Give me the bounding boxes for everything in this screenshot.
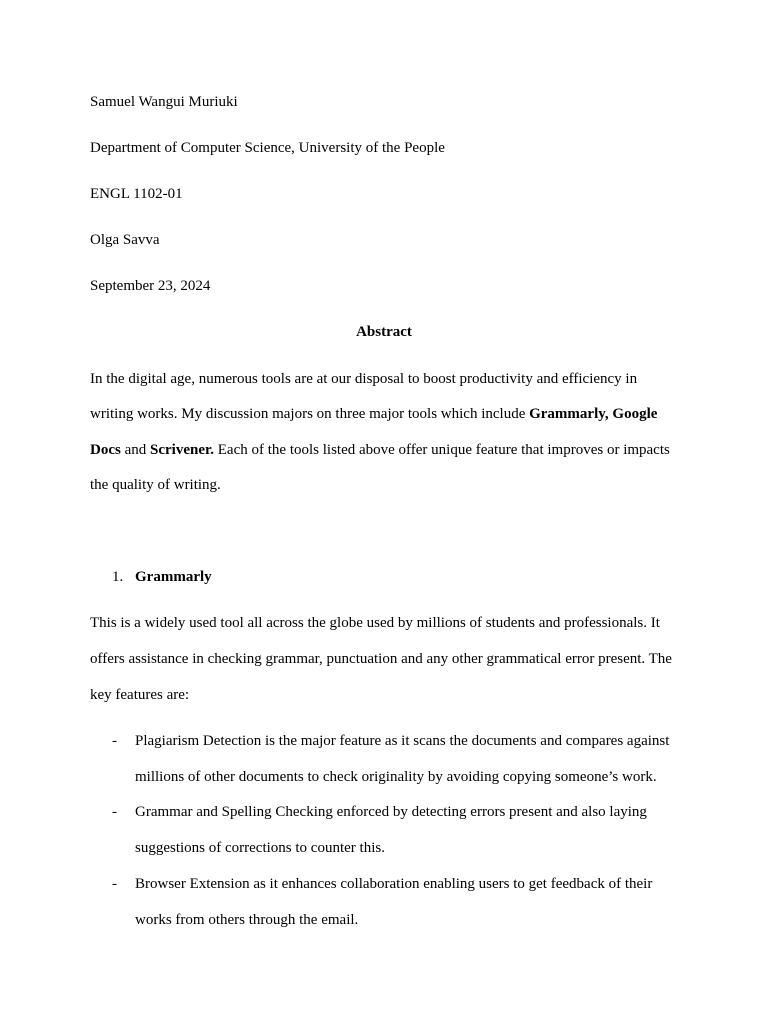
abstract-line-1: In the digital age, numerous tools are at our disposal to boost productivity and efficiency in bbox=[90, 371, 638, 387]
abstract-line-2: writing works. My discussion majors on three major tools which include Grammarly, Google bbox=[90, 406, 658, 422]
bullet-3-line-1: Browser Extension as it enhances collaboration enabling users to get feedback of their bbox=[135, 876, 653, 892]
date: September 23, 2024 bbox=[90, 278, 211, 294]
abstract-line-3: Docs and Scrivener. Each of the tools listed above offer unique feature that improves or impacts bbox=[90, 442, 670, 458]
abstract-line-4: the quality of writing. bbox=[90, 477, 221, 493]
bullet-1-line-2: millions of other documents to check originality by avoiding copying someone’s work. bbox=[135, 769, 657, 785]
bullet-marker: - bbox=[112, 804, 117, 820]
section-para-line-1: This is a widely used tool all across the globe used by millions of students and professionals. It bbox=[90, 615, 660, 631]
author-name: Samuel Wangui Muriuki bbox=[90, 94, 238, 110]
department: Department of Computer Science, University of the People bbox=[90, 140, 445, 156]
section-para-line-2: offers assistance in checking grammar, punctuation and any other grammatical error present. The bbox=[90, 651, 672, 667]
bullet-marker: - bbox=[112, 876, 117, 892]
bullet-1-line-1: Plagiarism Detection is the major feature as it scans the documents and compares against bbox=[135, 733, 670, 749]
course-code: ENGL 1102-01 bbox=[90, 186, 183, 202]
bullet-3-line-2: works from others through the email. bbox=[135, 912, 359, 928]
section-para-line-3: key features are: bbox=[90, 687, 190, 703]
bullet-2-line-1: Grammar and Spelling Checking enforced by detecting errors present and also laying bbox=[135, 804, 647, 820]
section-title: Grammarly bbox=[135, 569, 212, 585]
bullet-2-line-2: suggestions of corrections to counter this. bbox=[135, 840, 385, 856]
abstract-heading: Abstract bbox=[356, 324, 412, 340]
section-number: 1. bbox=[112, 569, 124, 585]
instructor-name: Olga Savva bbox=[90, 232, 160, 248]
bullet-marker: - bbox=[112, 733, 117, 749]
